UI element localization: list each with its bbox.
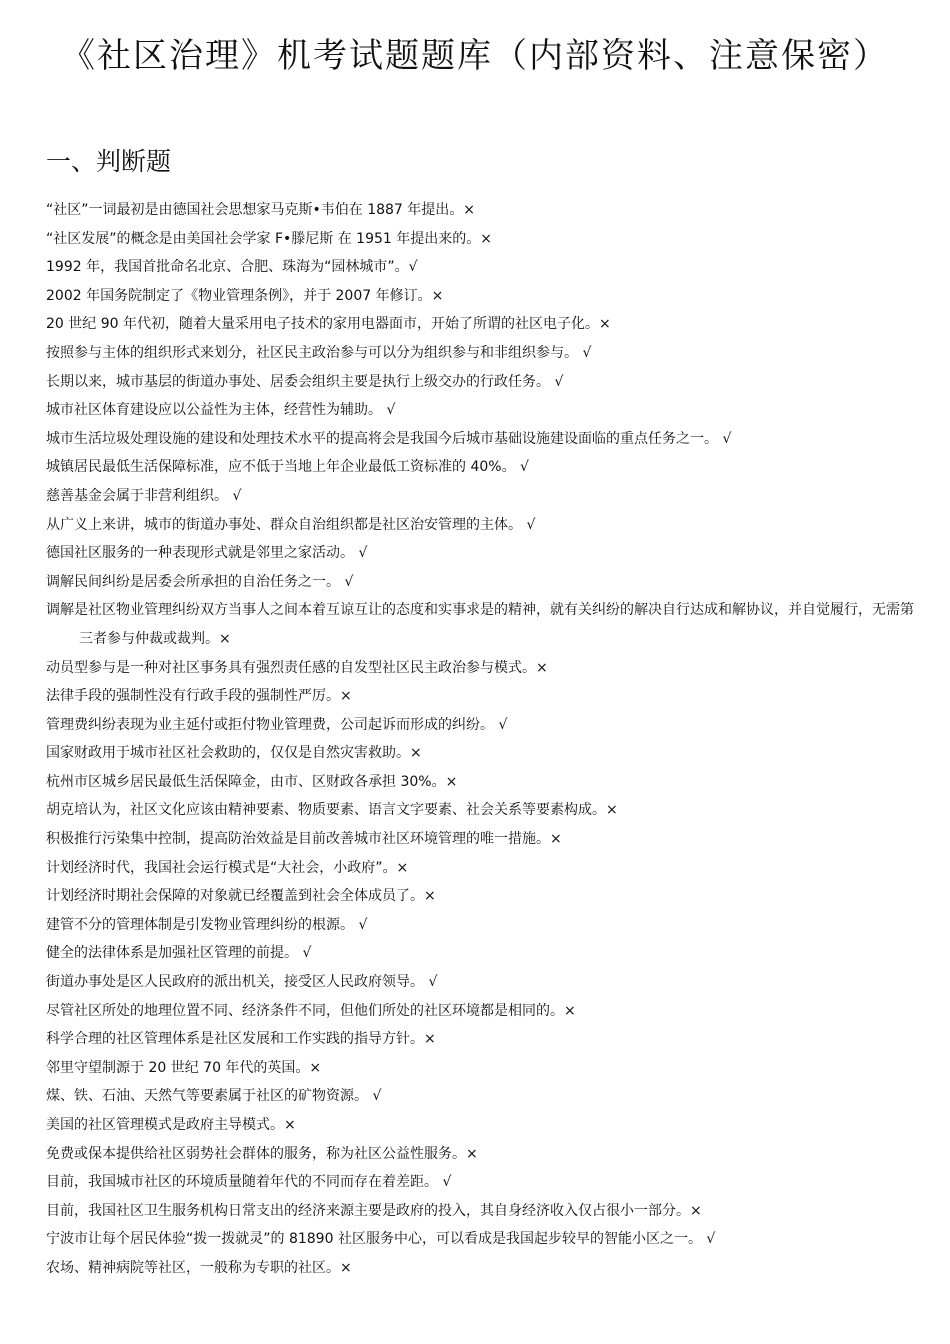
question-item: “社区发展”的概念是由美国社会学家 F•滕尼斯 在 1951 年提出来的。×: [46, 230, 492, 247]
question-item: 邻里守望制源于 20 世纪 70 年代的英国。×: [46, 1059, 322, 1076]
question-item: 美国的社区管理模式是政府主导模式。×: [46, 1117, 296, 1133]
question-item: 城市生活垃圾处理设施的建设和处理技术水平的提高将会是我国今后城市基础设施建设面临的重点任务之一。 √: [46, 430, 732, 447]
question-item: 计划经济时期社会保障的对象就已经覆盖到社会全体成员了。×: [46, 888, 436, 905]
question-item: 街道办事处是区人民政府的派出机关，接受区人民政府领导。 √: [46, 974, 438, 991]
question-item: 建管不分的管理体制是引发物业管理纠纷的根源。 √: [46, 916, 368, 933]
question-item: 积极推行污染集中控制，提高防治效益是目前改善城市社区环境管理的唯一措施。×: [46, 831, 562, 848]
question-item: 宁波市让每个居民体验“拨一拨就灵”的 81890 社区服务中心，可以看成是我国起步较早的智能小区之一。 √: [46, 1231, 716, 1248]
question-item: 调解是社区物业管理纠纷双方当事人之间本着互谅互让的态度和实事求是的精神，就有关纠纷的解决自行达成和解协议，并自觉履行，无需第三者参与仲裁或裁判。×: [46, 602, 914, 647]
question-item: 国家财政用于城市社区社会救助的，仅仅是自然灾害救助。×: [46, 745, 422, 762]
question-item: 城镇居民最低生活保障标准，应不低于当地上年企业最低工资标准的 40%。 √: [46, 459, 529, 476]
section-heading: 一、判断题: [46, 147, 172, 176]
question-item: 胡克培认为，社区文化应该由精神要素、物质要素、语言文字要素、社会关系等要素构成。×: [46, 802, 618, 819]
question-item: 尽管社区所处的地理位置不同、经济条件不同，但他们所处的社区环境都是相同的。×: [46, 1002, 576, 1019]
question-item: 从广义上来讲，城市的街道办事处、群众自治组织都是社区治安管理的主体。 √: [46, 516, 536, 533]
question-item: 科学合理的社区管理体系是社区发展和工作实践的指导方针。×: [46, 1031, 436, 1048]
question-item: 德国社区服务的一种表现形式就是邻里之家活动。 √: [46, 545, 368, 562]
question-item: 城市社区体育建设应以公益性为主体，经营性为辅助。 √: [46, 402, 396, 419]
question-item: 计划经济时代，我国社会运行模式是“大社会，小政府”。×: [46, 859, 409, 876]
question-item: 动员型参与是一种对社区事务具有强烈责任感的自发型社区民主政治参与模式。×: [46, 659, 548, 676]
question-item: 法律手段的强制性没有行政手段的强制性严厉。×: [46, 688, 352, 705]
question-item: 20 世纪 90 年代初，随着大量采用电子技术的家用电器面市，开始了所谓的社区电子化。×: [46, 316, 611, 333]
question-item: 煤、铁、石油、天然气等要素属于社区的矿物资源。 √: [46, 1088, 382, 1105]
question-item: 目前，我国社区卫生服务机构日常支出的经济来源主要是政府的投入，其自身经济收入仅占很小一部分。×: [46, 1202, 702, 1219]
document-title: 《社区治理》机考试题题库（内部资料、注意保密）: [61, 36, 889, 76]
question-item: 调解民间纠纷是居委会所承担的自治任务之一。 √: [46, 573, 354, 590]
question-item: 按照参与主体的组织形式来划分，社区民主政治参与可以分为组织参与和非组织参与。 √: [46, 344, 592, 361]
question-item: 目前，我国城市社区的环境质量随着年代的不同而存在着差距。 √: [46, 1174, 452, 1191]
question-item: “社区”一词最初是由德国社会思想家马克斯•韦伯在 1887 年提出。×: [46, 202, 476, 218]
question-item: 健全的法律体系是加强社区管理的前提。 √: [46, 945, 312, 962]
question-list: [46, 196, 916, 1283]
question-item: 管理费纠纷表现为业主延付或拒付物业管理费，公司起诉而形成的纠纷。 √: [46, 716, 508, 733]
question-item: 免费或保本提供给社区弱势社会群体的服务，称为社区公益性服务。×: [46, 1145, 478, 1162]
question-item: 杭州市区城乡居民最低生活保障金，由市、区财政各承担 30%。×: [46, 773, 458, 790]
question-item: 1992 年，我国首批命名北京、合肥、珠海为“园林城市”。√: [46, 259, 418, 276]
question-item: 2002 年国务院制定了《物业管理条例》，并于 2007 年修订。×: [46, 287, 444, 304]
question-item: 慈善基金会属于非营利组织。 √: [46, 487, 242, 504]
question-item: 农场、精神病院等社区，一般称为专职的社区。×: [46, 1259, 352, 1276]
question-item: 长期以来，城市基层的街道办事处、居委会组织主要是执行上级交办的行政任务。 √: [46, 373, 564, 390]
